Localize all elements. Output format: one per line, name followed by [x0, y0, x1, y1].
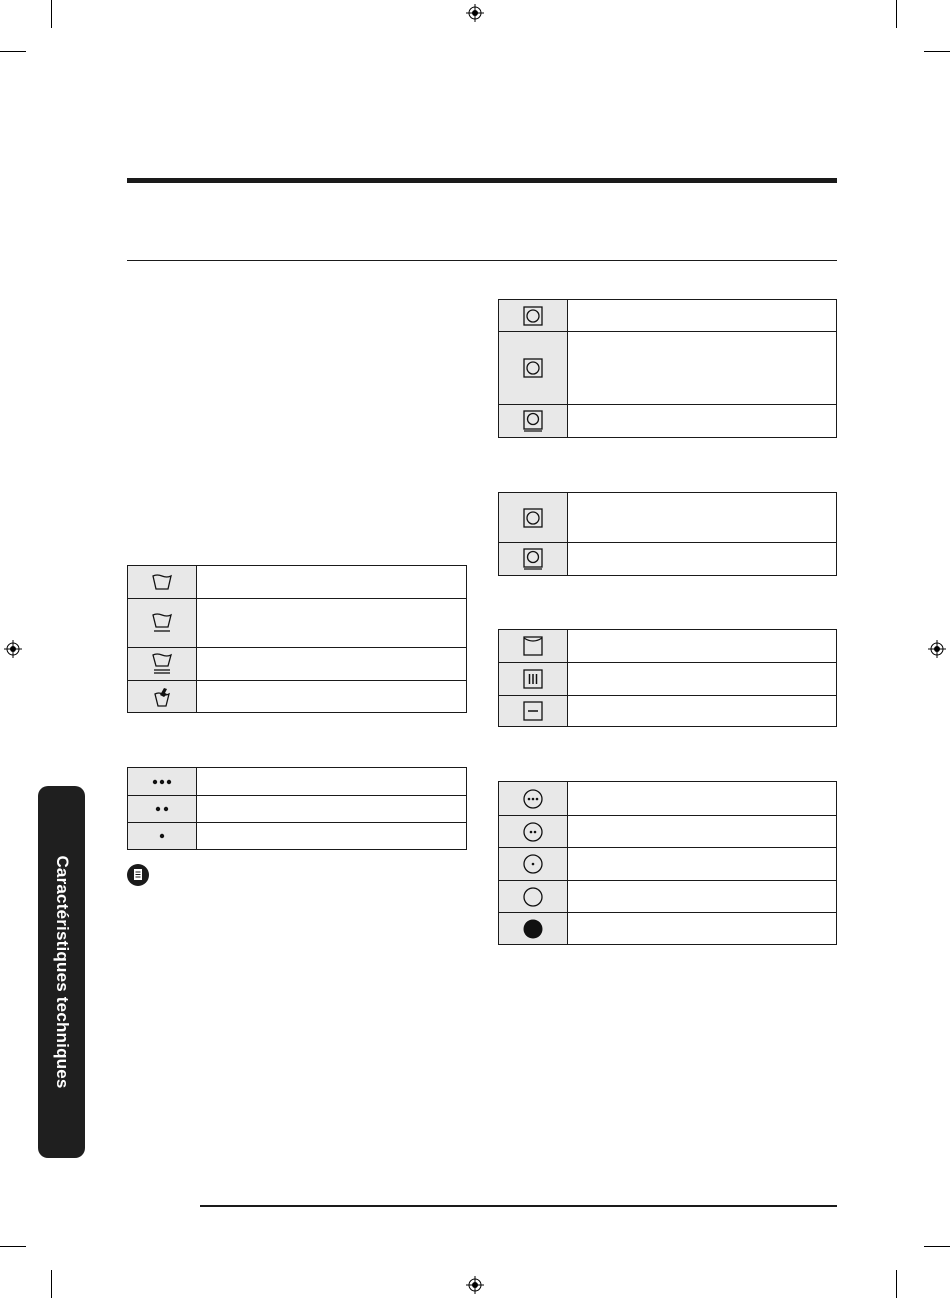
table-row [499, 782, 836, 816]
crop-mark [0, 51, 26, 52]
dry-hang-icon [523, 636, 543, 656]
table-row [128, 823, 466, 850]
registration-mark-icon [4, 640, 22, 658]
table-row [499, 848, 836, 881]
wash-tub-bar-icon [151, 613, 173, 633]
iron-symbols-table [127, 767, 467, 850]
table-row [499, 630, 836, 663]
table-row [128, 599, 466, 648]
iron-one-dot-icon [157, 831, 167, 841]
wash-symbols-table [127, 565, 467, 713]
hand-wash-icon [151, 686, 173, 708]
crop-mark [924, 1246, 950, 1247]
dryclean-circle-square-bar-icon [523, 548, 543, 570]
table-row [128, 768, 466, 796]
registration-mark-icon [466, 1276, 484, 1294]
table-row [128, 648, 466, 681]
registration-mark-icon [928, 640, 946, 658]
crop-mark [896, 1270, 897, 1298]
crop-mark [896, 0, 897, 28]
table-row [499, 881, 836, 913]
registration-mark-icon [466, 4, 484, 22]
dryclean-circle-square-icon [523, 508, 543, 528]
chapter-side-tab [38, 786, 85, 1158]
crop-mark [0, 1246, 26, 1247]
header-rule [127, 178, 837, 183]
dryclean-circle-square-icon [523, 306, 543, 326]
dryclean-circle-square-icon [523, 358, 543, 378]
crop-mark [51, 1270, 52, 1298]
table-row [128, 796, 466, 823]
tumble-no-heat-icon [522, 918, 544, 940]
wash-tub-double-bar-icon [151, 653, 173, 675]
iron-two-dots-icon [154, 804, 170, 814]
table-row [499, 300, 836, 332]
table-row [128, 681, 466, 713]
table-row [499, 913, 836, 945]
iron-three-dots-icon [150, 777, 174, 787]
table-row [499, 663, 836, 696]
table-row [499, 543, 836, 576]
tumble-circle-icon [522, 886, 544, 908]
dryclean-symbols-table [498, 299, 837, 438]
wash-tub-icon [151, 573, 173, 591]
tumble-one-dot-icon [522, 853, 544, 875]
chapter-side-tab-label: Caractéristiques techniques [52, 855, 72, 1089]
note-icon [127, 864, 149, 886]
drying-symbols-table [498, 629, 837, 727]
footer-rule [200, 1205, 837, 1207]
dry-flat-icon [523, 701, 543, 721]
table-row [128, 566, 466, 599]
tumble-three-dots-icon [522, 788, 544, 810]
table-row [499, 332, 836, 405]
dryclean-circle-square-bar-icon [523, 410, 543, 432]
table-row [499, 816, 836, 848]
table-row [499, 405, 836, 438]
crop-mark [51, 0, 52, 28]
dryclean-alt-symbols-table [498, 492, 837, 576]
tumble-two-dots-icon [522, 821, 544, 843]
crop-mark [924, 51, 950, 52]
table-row [499, 493, 836, 543]
dry-drip-icon [523, 669, 543, 689]
table-row [499, 696, 836, 727]
section-rule [127, 260, 837, 261]
tumble-dry-symbols-table [498, 781, 837, 945]
